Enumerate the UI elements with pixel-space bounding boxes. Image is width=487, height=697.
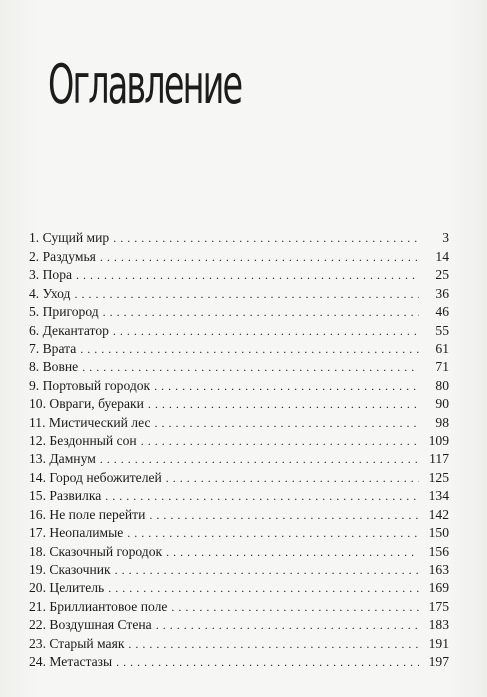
page-number: 46: [435, 304, 449, 320]
dot-leader: [127, 525, 419, 541]
toc-entry: [29, 560, 449, 578]
page-number: 134: [428, 488, 449, 504]
toc-entry: [29, 412, 449, 430]
dot-leader: [74, 286, 419, 302]
page-number: 156: [428, 543, 449, 559]
toc-entry: [29, 596, 449, 614]
chapter-title: 1. Сущий мир: [29, 230, 110, 246]
table-of-contents: [29, 228, 449, 670]
chapter-title: 24. Метастазы: [29, 654, 113, 670]
page-number: 125: [428, 469, 449, 485]
dot-leader: [156, 617, 419, 633]
page-number: 61: [435, 340, 449, 356]
toc-entry: [29, 302, 449, 320]
toc-entry: [29, 246, 449, 264]
chapter-title: 16. Не поле перейти: [29, 506, 146, 522]
chapter-title: 19. Сказочник: [29, 562, 111, 578]
toc-entry: [29, 265, 449, 283]
toc-entry: [29, 523, 449, 541]
page-number: 109: [428, 433, 449, 449]
dot-leader: [128, 636, 419, 652]
chapter-title: 15. Развилка: [29, 488, 102, 504]
dot-leader: [76, 267, 419, 283]
dot-leader: [154, 415, 419, 431]
page-number: 3: [442, 230, 449, 246]
dot-leader: [166, 544, 419, 560]
dot-leader: [166, 470, 419, 486]
page-title: Оглавление: [48, 53, 242, 117]
toc-entry: [29, 578, 449, 596]
page-number: 175: [428, 598, 449, 614]
dot-leader: [100, 249, 419, 265]
dot-leader: [113, 323, 419, 339]
chapter-title: 3. Пора: [29, 267, 73, 283]
page-number: 117: [429, 451, 449, 467]
page-number: 36: [435, 285, 449, 301]
chapter-title: 18. Сказочный городок: [29, 543, 163, 559]
dot-leader: [113, 230, 419, 246]
toc-entry: [29, 541, 449, 559]
chapter-title: 8. Вовне: [29, 359, 79, 375]
dot-leader: [149, 507, 419, 523]
toc-entry: [29, 283, 449, 301]
toc-entry: [29, 357, 449, 375]
chapter-title: 6. Декантатор: [29, 322, 109, 338]
toc-entry: [29, 633, 449, 651]
dot-leader: [108, 580, 419, 596]
page-number: 14: [435, 248, 449, 264]
dot-leader: [171, 599, 419, 615]
chapter-title: 21. Бриллиантовое поле: [29, 598, 168, 614]
toc-entry: [29, 228, 449, 246]
page-number: 183: [428, 617, 449, 633]
toc-entry: [29, 615, 449, 633]
chapter-title: 2. Раздумья: [29, 248, 96, 264]
page-number: 55: [435, 322, 449, 338]
chapter-title: 9. Портовый городок: [29, 377, 151, 393]
chapter-title: 23. Старый маяк: [29, 635, 125, 651]
page-number: 25: [435, 267, 449, 283]
dot-leader: [115, 562, 419, 578]
chapter-title: 7. Врата: [29, 340, 77, 356]
toc-entry: [29, 486, 449, 504]
page-number: 80: [435, 377, 449, 393]
dot-leader: [116, 654, 419, 670]
toc-entry: [29, 320, 449, 338]
page-number: 150: [428, 525, 449, 541]
page-number: 191: [428, 635, 449, 651]
chapter-title: 17. Неопалимые: [29, 525, 124, 541]
dot-leader: [105, 488, 419, 504]
dot-leader: [80, 341, 419, 357]
dot-leader: [100, 451, 419, 467]
dot-leader: [148, 396, 419, 412]
page-number: 98: [435, 414, 449, 430]
page-number: 90: [435, 396, 449, 412]
toc-entry: [29, 339, 449, 357]
chapter-title: 22. Воздушная Стена: [29, 617, 152, 633]
dot-leader: [82, 359, 419, 375]
toc-entry: [29, 504, 449, 522]
page-number: 142: [428, 506, 449, 522]
dot-leader: [154, 378, 419, 394]
chapter-title: 12. Бездонный сон: [29, 433, 137, 449]
page-number: 163: [428, 562, 449, 578]
chapter-title: 5. Пригород: [29, 304, 99, 320]
toc-entry: [29, 467, 449, 485]
toc-entry: [29, 449, 449, 467]
dot-leader: [141, 433, 419, 449]
toc-entry: [29, 375, 449, 393]
chapter-title: 11. Мистический лес: [29, 414, 151, 430]
toc-entry: [29, 652, 449, 670]
chapter-title: 13. Дамнум: [29, 451, 96, 467]
dot-leader: [103, 304, 419, 320]
toc-entry: [29, 394, 449, 412]
chapter-title: 20. Целитель: [29, 580, 105, 596]
page-number: 71: [435, 359, 449, 375]
page-number: 169: [428, 580, 449, 596]
show-through-text: [367, 20, 487, 210]
chapter-title: 4. Уход: [29, 285, 71, 301]
toc-entry: [29, 431, 449, 449]
chapter-title: 10. Овраги, буераки: [29, 396, 144, 412]
chapter-title: 14. Город небожителей: [29, 469, 162, 485]
page-number: 197: [428, 654, 449, 670]
